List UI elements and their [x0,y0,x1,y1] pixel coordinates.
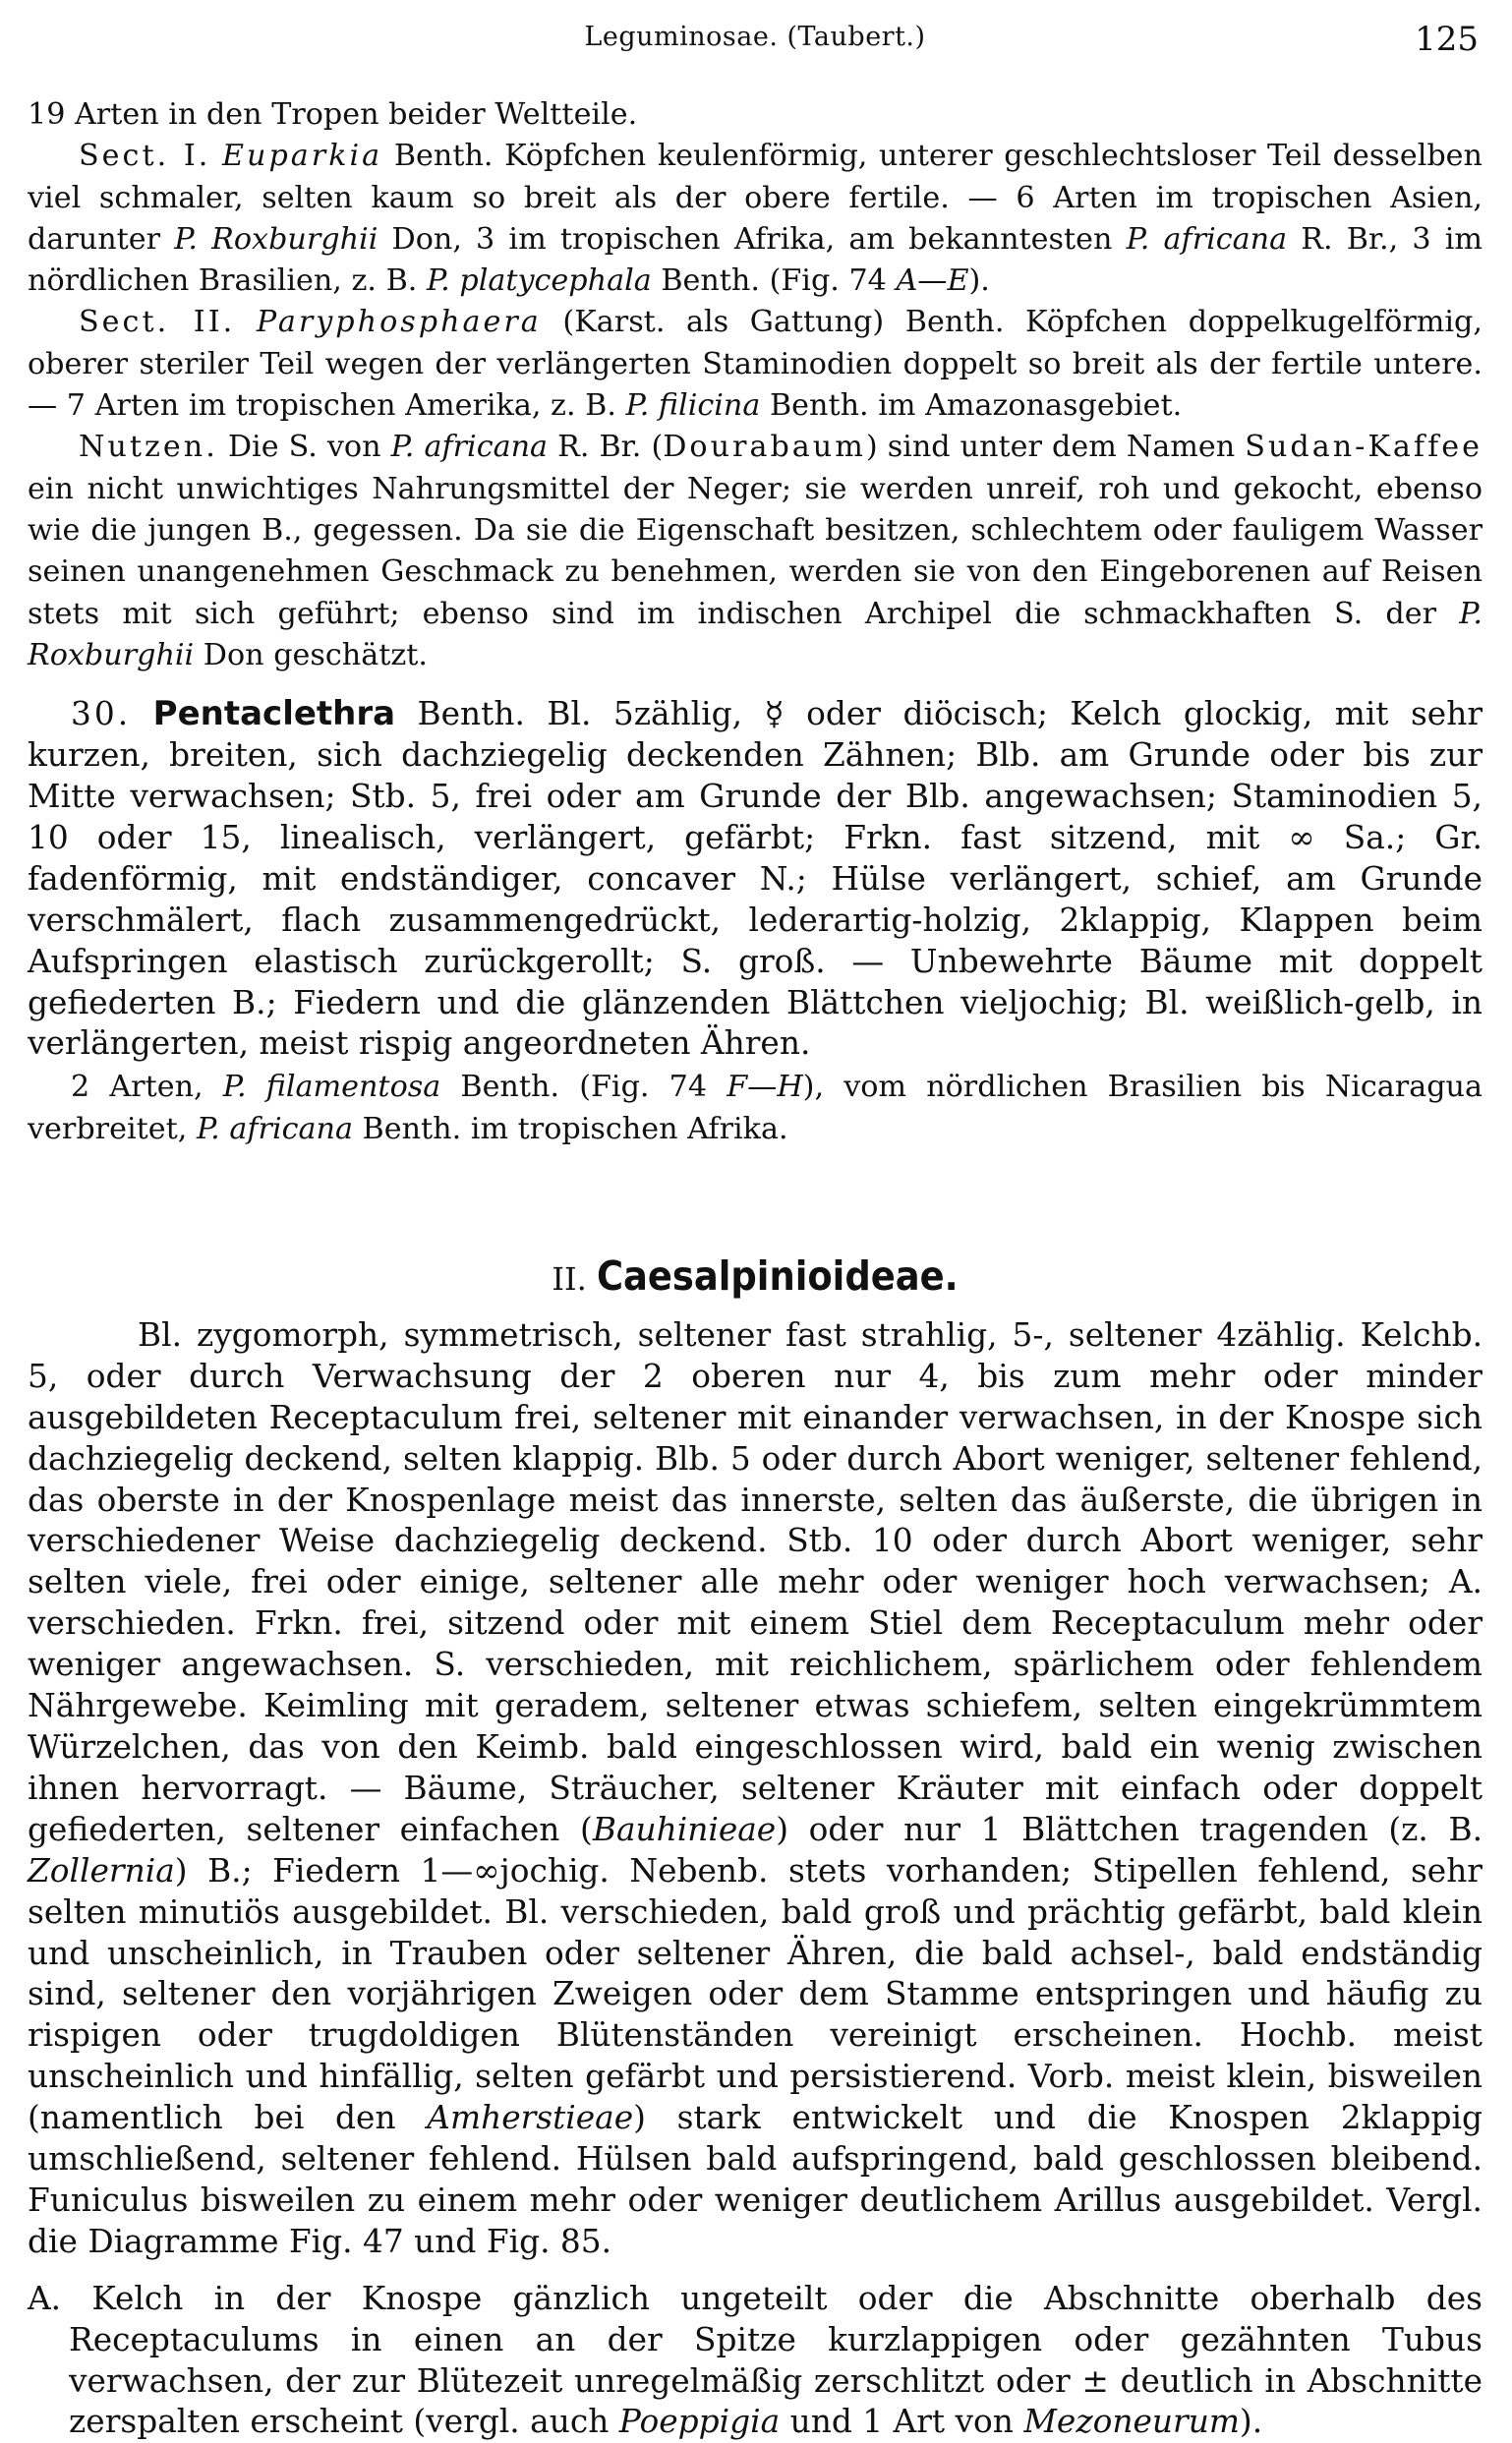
key-item-a [28,2279,1483,2443]
section-name: Euparkia [222,139,383,174]
genus-name: Zollernia [28,1851,175,1890]
paragraph-text: A. Kelch in der Knospe gänzlich ungeteilt oder die Abschnitte oberhalb des Receptaculums in einen an der Spitze kurzlappigen oder gezähnten Tubus verwachsen, der zur Blütezeit unregelmäßig zerschlitzt oder ± deutlich in Abschnitte zerspalten erscheint (vergl. auch [28,2279,1483,2441]
paragraph-text: ) oder nur 1 Blättchen tragenden (z. B. [776,1810,1483,1848]
paragraph-sect-euparkia [28,136,1483,302]
paragraph-text: ). [968,263,990,299]
paragraph-text: Benth. Köpfchen keulenförmig, unterer geschlechtsloser Teil desselben viel schmaler, selten kaum so breit als der obere fertile. — 6 Arten im tropischen Asien, darunter [28,139,1483,257]
section-label: Sect. I. [79,139,211,174]
species-name: P. africana [196,1111,353,1146]
paragraph-nutzen [28,427,1483,676]
paragraph-text: Benth. (Fig. 74 [651,263,897,299]
paragraph-text: ) stark entwickelt und die Knospen 2klappig umschließend, seltener fehlend. Hülsen bald aufspringend, bald geschlossen bleibend. Funiculus bisweilen zu einem mehr oder weniger deutlichem Arillus ausgebildet. Vergl. die Diagramme Fig. 47 und Fig. 85. [28,2099,1483,2260]
subfamily-title: Caesalpinioideae. [596,1251,959,1300]
species-name: P. filicina [625,388,761,424]
section-label: Sect. II. [79,305,236,340]
genus-number: 30. [71,695,132,733]
paragraph-text: und 1 Art von [780,2403,1024,2441]
common-name: Dourabaum [663,430,866,465]
paragraph-text: ) B.; Fiedern 1—∞jochig. Nebenb. stets vorhanden; Stipellen fehlend, sehr selten minutiös ausgebildet. Bl. verschieden, bald groß und prächtig gefärbt, bald klein und unscheinlich, in Trauben oder seltener Ähren, die bald achsel-, bald endständig sind, seltener den vorjährigen Zweigen oder dem Stamme entspringen und häufig zu rispigen oder trugdoldigen Blütenständen vereinigt erscheinen. Hochb. meist unscheinlich und hinfällig, selten gefärbt und persistierend. Vorb. meist klein, bisweilen (namentlich bei den [28,1851,1483,2137]
paragraph-text: ), vom nördlichen Brasilien bis Nicaragua verbreitet, [28,1070,1483,1146]
species-name: P. africana [1126,221,1288,257]
species-name: P. africana [390,430,549,465]
species-name: P. Roxburghii [28,596,1483,672]
page-header [28,18,1483,61]
page-number: 125 [1415,20,1479,59]
species-name: P. platycephala [426,263,652,299]
paragraph-text: 2 Arten, [71,1070,223,1105]
subfamily-numeral: II. [552,1259,587,1298]
paragraph-pentaclethra-species [28,1067,1483,1150]
figure-reference: A—E [896,263,969,299]
subfamily-heading [28,1252,1483,1300]
paragraph-genus-pentaclethra [28,694,1483,1065]
running-head: Leguminosae. (Taubert.) [584,22,926,52]
paragraph-text: R. Br. ( [548,430,664,465]
paragraph-text: ). [1239,2403,1263,2441]
paragraph-text: Bl. zygomorph, symmetrisch, seltener fast strahlig, 5-, seltener 4zählig. Kelchb. 5, oder durch Verwachsung der 2 oberen nur 4, bis zum mehr oder minder ausgebildeten Receptaculum frei, seltener mit einander verwachsen, in der Knospe sich dachziegelig deckend, selten klappig. Blb. 5 oder durch Abort weniger, seltener fehlend, das oberste in der Knospenlage meist das innerste, selten das äußerste, die übrigen in verschiedener Weise dachziegelig deckend. Stb. 10 oder durch Abort weniger, sehr selten viele, frei oder einige, seltener alle mehr oder weniger hoch verwachsen; A. verschieden. Frkn. frei, sitzend oder mit einem Stiel dem Receptaculum mehr oder weniger angewachsen. S. verschieden, mit reichlichem, spärlichem oder fehlendem Nährgewebe. Keimling mit geradem, seltener etwas schiefem, selten eingekrümmtem Würzelchen, das von den Keimb. bald eingeschlossen wird, bald ein wenig zwischen ihnen hervorragt. — Bäume, Sträucher, seltener Kräuter mit einfach oder doppelt gefiederten, seltener einfachen ( [28,1315,1483,1848]
genus-name: Mezoneurum [1023,2403,1240,2441]
paragraph-text: R. Br., 3 im nördlichen Brasilien, z. B. [28,221,1483,299]
tribe-name: Amherstieae [427,2099,634,2137]
paragraph-text: (Karst. als Gattung) Benth. Köpfchen doppelkugelförmig, oberer steriler Teil wegen der verlängerten Staminodien doppelt so breit als der fertile untere. — 7 Arten im tropischen Amerika, z. B. [28,305,1483,424]
figure-reference: F—H [727,1070,803,1105]
usage-label: Nutzen. [79,430,218,465]
page-body [28,94,1483,2443]
paragraph-text: Don, 3 im tropischen Afrika, am bekanntesten [378,221,1127,257]
paragraph-text: Benth. im Amazonasgebiet. [760,388,1183,424]
paragraph-text: Benth. im tropischen Afrika. [352,1111,788,1146]
paragraph-text: Benth. Bl. 5zählig, ☿ oder diöcisch; Kelch glockig, mit sehr kurzen, breiten, sich dachziegelig deckenden Zähnen; Blb. am Grunde oder bis zur Mitte verwachsen; Stb. 5, frei oder am Grunde der Blb. angewachsen; Staminodien 5, 10 oder 15, linealisch, verlängert, gefärbt; Frkn. fast sitzend, mit ∞ Sa.; Gr. fadenförmig, mit endständiger, concaver N.; Hülse verlängert, schief, am Grunde verschmälert, flach zusammengedrückt, lederartig-holzig, 2klappig, Klappen beim Aufspringen elastisch zurückgerollt; S. groß. — Unbewehrte Bäume mit doppelt gefiederten B.; Fiedern und die glänzenden Blättchen vieljochig; Bl. weißlich-gelb, in verlängerten, meist rispig angeordneten Ähren. [28,695,1483,1063]
paragraph-sect-paryphosphaera [28,302,1483,427]
paragraph-text: ein nicht unwichtiges Nahrungsmittel der Neger; sie werden unreif, roh und gekocht, ebenso wie die jungen B., gegessen. Da sie die Eigenschaft besitzen, schlechtem oder fauligem Wasser seinen unangenehmen Geschmack zu benehmen, werden sie von den Eingeborenen auf Reisen stets mit sich geführt; ebenso sind im indischen Archipel die schmackhaften S. der [28,471,1483,631]
common-name: Sudan-Kaffee [1245,430,1483,465]
section-name: Paryphosphaera [256,305,542,340]
paragraph-species-count: 19 Arten in den Tropen beider Weltteile. [28,97,638,132]
species-name: P. filamentosa [222,1070,441,1105]
paragraph-caesalpinioideae-description [28,1315,1483,2263]
paragraph-text: Benth. (Fig. 74 [440,1070,727,1105]
genus-name: Pentaclethra [152,694,396,734]
genus-name: Poeppigia [618,2403,781,2441]
species-name: P. Roxburghii [174,221,378,257]
tribe-name: Bauhinieae [592,1810,777,1848]
paragraph-text: ) sind unter dem Namen [865,430,1246,465]
paragraph-text: Don geschätzt. [194,637,429,672]
paragraph-text: Die S. von [217,430,391,465]
